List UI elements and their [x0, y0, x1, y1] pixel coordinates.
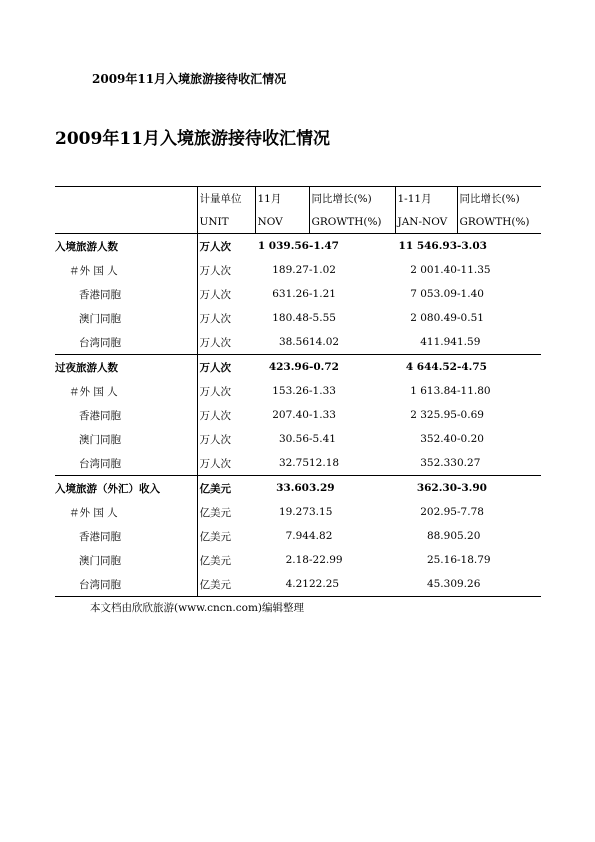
header-growth2-cn: 同比增长(%) — [457, 187, 541, 211]
row-nov-value: 32.75 — [278, 457, 309, 469]
row-nov-value: 189.27 — [272, 264, 309, 276]
table-row — [55, 476, 541, 501]
row-jan-nov-value: 25.16 — [426, 554, 457, 566]
table-row — [55, 379, 541, 403]
row-jan-nov-growth: -3.90 — [457, 476, 541, 501]
row-nov-growth: -1.47 — [309, 234, 395, 259]
row-name-cell: 澳门同胞 — [79, 433, 121, 446]
row-unit-cell: 万人次 — [197, 258, 255, 282]
row-unit-cell: 万人次 — [197, 379, 255, 403]
row-jan-nov-value: 2 001.40 — [410, 264, 457, 276]
row-nov-value: 30.56 — [278, 433, 309, 445]
row-nov-value: 38.56 — [278, 336, 309, 348]
row-unit-cell: 亿美元 — [197, 500, 255, 524]
row-jan-nov-growth: 1.59 — [457, 336, 481, 348]
row-jan-nov-value: 352.40 — [420, 433, 457, 445]
row-nov-growth: 3.29 — [309, 476, 395, 501]
table-row — [55, 282, 541, 306]
header-growth2-en: GROWTH(%) — [457, 210, 541, 234]
table-header-row-cn — [55, 187, 541, 211]
document-title: 2009年11月入境旅游接待收汇情况 — [55, 129, 330, 149]
row-name-cell: 香港同胞 — [79, 288, 121, 301]
row-unit-cell: 亿美元 — [197, 572, 255, 597]
row-name-cell: ＃外 国 人 — [69, 506, 118, 519]
row-unit-cell: 亿美元 — [197, 548, 255, 572]
row-name-cell: 台湾同胞 — [79, 336, 121, 349]
header-growth1-cn: 同比增长(%) — [309, 187, 395, 211]
row-nov-value: 2.18 — [285, 554, 309, 566]
row-unit-cell: 万人次 — [197, 403, 255, 427]
row-nov-value: 7.94 — [285, 530, 309, 542]
table-row — [55, 427, 541, 451]
row-jan-nov-value: 1 613.84 — [410, 385, 457, 397]
row-unit-cell: 万人次 — [197, 330, 255, 355]
row-jan-nov-value: 4 644.52 — [395, 355, 457, 380]
row-name-cell: ＃外 国 人 — [69, 385, 118, 398]
row-nov-growth: 22.25 — [309, 572, 395, 597]
row-unit-cell: 亿美元 — [197, 476, 255, 501]
tourism-statistics-table — [55, 186, 541, 597]
row-jan-nov-growth: -4.75 — [457, 355, 541, 380]
row-jan-nov-growth: -11.80 — [457, 385, 491, 397]
row-nov-growth: -1.33 — [309, 409, 336, 421]
row-jan-nov-value: 88.90 — [426, 530, 457, 542]
row-jan-nov-growth: 9.26 — [457, 572, 541, 597]
row-jan-nov-growth: 0.27 — [457, 457, 481, 469]
row-nov-value: 1 039.56 — [255, 234, 309, 259]
row-nov-growth: -5.41 — [309, 433, 336, 445]
row-nov-value: 19.27 — [278, 506, 309, 518]
row-nov-value: 180.48 — [272, 312, 309, 324]
header-empty-cell — [55, 210, 197, 234]
row-name-cell: 香港同胞 — [79, 409, 121, 422]
row-nov-growth: -1.33 — [309, 385, 336, 397]
row-name-cell: 台湾同胞 — [55, 572, 197, 597]
row-jan-nov-growth: 5.20 — [457, 530, 481, 542]
row-unit-cell: 万人次 — [197, 282, 255, 306]
row-nov-growth: -0.72 — [309, 355, 395, 380]
footer-note: 本文档由欣欣旅游(www.cncn.com)编辑整理 — [90, 602, 305, 614]
row-jan-nov-growth: -11.35 — [457, 264, 491, 276]
row-jan-nov-growth: -1.40 — [457, 288, 484, 300]
row-unit-cell: 亿美元 — [197, 524, 255, 548]
row-jan-nov-growth: -0.20 — [457, 433, 484, 445]
row-name-cell: 香港同胞 — [79, 530, 121, 543]
row-jan-nov-growth: -0.69 — [457, 409, 484, 421]
table-row — [55, 524, 541, 548]
row-name-cell: ＃外 国 人 — [69, 264, 118, 277]
row-nov-value: 423.96 — [255, 355, 309, 380]
row-name-cell: 入境旅游（外汇）收入 — [55, 476, 197, 501]
row-jan-nov-value: 202.95 — [420, 506, 457, 518]
row-nov-value: 631.26 — [272, 288, 309, 300]
row-jan-nov-value: 411.94 — [420, 336, 457, 348]
row-nov-growth: -22.99 — [309, 554, 343, 566]
row-jan-nov-growth: -18.79 — [457, 554, 491, 566]
header-empty-cell — [55, 187, 197, 211]
row-unit-cell: 万人次 — [197, 451, 255, 476]
table-row — [55, 355, 541, 380]
row-nov-value: 33.60 — [255, 476, 309, 501]
row-jan-nov-value: 11 546.93 — [395, 234, 457, 259]
row-nov-growth: 3.15 — [309, 506, 333, 518]
header-unit-en: UNIT — [197, 210, 255, 234]
row-name-cell: 过夜旅游人数 — [55, 355, 197, 380]
row-name-cell: 澳门同胞 — [79, 312, 121, 325]
row-jan-nov-growth: -0.51 — [457, 312, 484, 324]
table-row — [55, 330, 541, 355]
row-nov-growth: 12.18 — [309, 457, 340, 469]
row-nov-growth: -1.02 — [309, 264, 336, 276]
row-nov-value: 153.26 — [272, 385, 309, 397]
row-unit-cell: 万人次 — [197, 234, 255, 259]
table-row — [55, 451, 541, 476]
table-row — [55, 548, 541, 572]
table-row — [55, 234, 541, 259]
row-jan-nov-value: 352.33 — [420, 457, 457, 469]
row-unit-cell: 万人次 — [197, 306, 255, 330]
row-nov-growth: 14.02 — [309, 336, 340, 348]
row-name-cell: 澳门同胞 — [79, 554, 121, 567]
row-jan-nov-value: 2 325.95 — [410, 409, 457, 421]
header-jan-nov-cn: 1-11月 — [395, 187, 457, 211]
table-header-row-en — [55, 210, 541, 234]
row-name-cell: 入境旅游人数 — [55, 234, 197, 259]
header-nov-cn: 11月 — [255, 187, 309, 211]
row-nov-value: 207.40 — [272, 409, 309, 421]
table-row — [55, 403, 541, 427]
page-header-title: 2009年11月入境旅游接待收汇情况 — [92, 72, 287, 86]
row-jan-nov-value: 2 080.49 — [410, 312, 457, 324]
row-name-cell: 台湾同胞 — [79, 457, 121, 470]
table-row — [55, 258, 541, 282]
row-nov-growth: -1.21 — [309, 288, 336, 300]
table-row — [55, 500, 541, 524]
table-row — [55, 306, 541, 330]
row-jan-nov-value: 45.30 — [395, 572, 457, 597]
row-jan-nov-growth: -7.78 — [457, 506, 484, 518]
header-growth1-en: GROWTH(%) — [309, 210, 395, 234]
table-row — [55, 572, 541, 597]
row-nov-growth: -5.55 — [309, 312, 336, 324]
row-jan-nov-value: 7 053.09 — [410, 288, 457, 300]
row-nov-growth: 4.82 — [309, 530, 333, 542]
row-unit-cell: 万人次 — [197, 355, 255, 380]
row-nov-value: 4.21 — [255, 572, 309, 597]
header-jan-nov-en: JAN-NOV — [395, 210, 457, 234]
row-unit-cell: 万人次 — [197, 427, 255, 451]
header-unit-cn: 计量单位 — [197, 187, 255, 211]
header-nov-en: NOV — [255, 210, 309, 234]
row-jan-nov-value: 362.30 — [395, 476, 457, 501]
row-jan-nov-growth: -3.03 — [457, 234, 541, 259]
